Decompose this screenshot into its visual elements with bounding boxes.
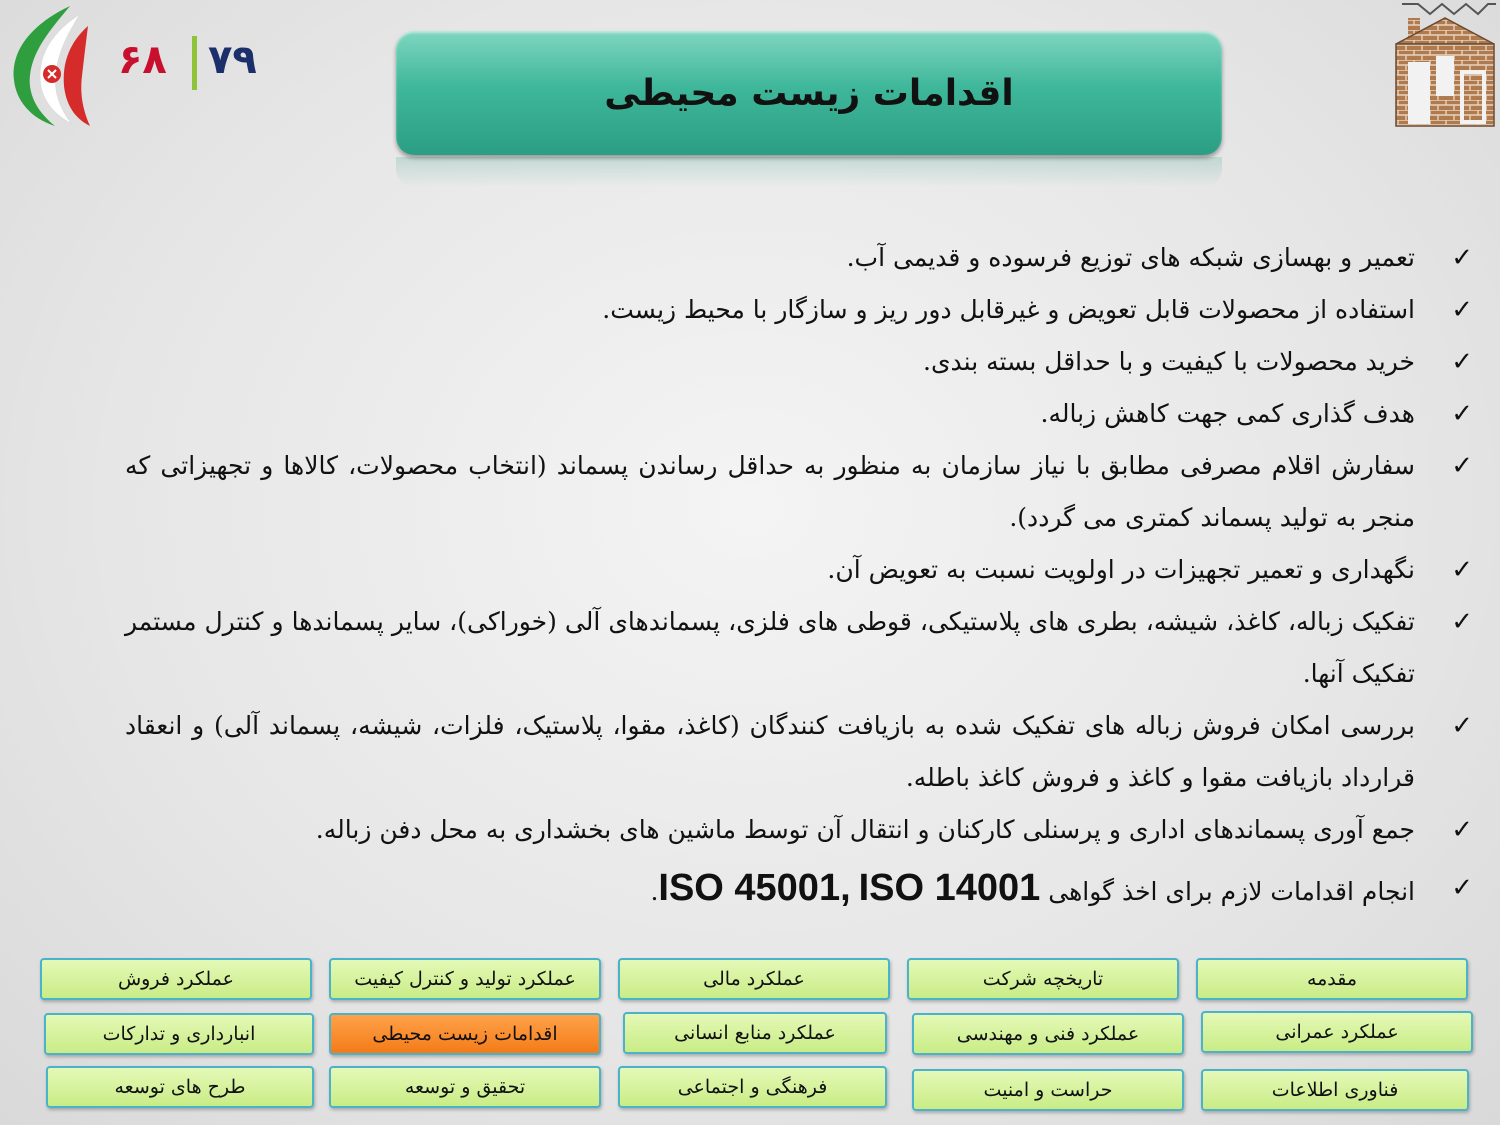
check-icon: ✓ bbox=[1451, 607, 1473, 637]
list-item bbox=[125, 700, 1485, 804]
list-item bbox=[125, 596, 1485, 700]
page-title-banner bbox=[396, 31, 1222, 155]
list-item bbox=[125, 544, 1485, 596]
iso-separator: , bbox=[840, 867, 851, 909]
check-icon: ✓ bbox=[1451, 711, 1473, 741]
check-icon: ✓ bbox=[1451, 815, 1473, 845]
nav-financial-button[interactable]: عملکرد مالی bbox=[618, 958, 890, 1000]
list-item-text: جمع آوری پسماندهای اداری و پرسنلی کارکنان و انتقال آن توسط ماشین های بخشداری به محل دفن زباله. bbox=[315, 815, 1415, 844]
page-title: اقدامات زیست محیطی bbox=[604, 72, 1014, 114]
nav-engineering-button[interactable]: عملکرد فنی و مهندسی bbox=[912, 1013, 1184, 1055]
check-icon: ✓ bbox=[1451, 347, 1473, 377]
list-item bbox=[125, 232, 1485, 284]
check-icon: ✓ bbox=[1451, 399, 1473, 429]
list-item-text: استفاده از محصولات قابل تعویض و غیرقابل دور ریز و سازگار با محیط زیست. bbox=[602, 295, 1415, 324]
year-start: ۶۸ bbox=[118, 37, 167, 83]
title-reflection bbox=[396, 157, 1222, 187]
nav-hr-button[interactable]: عملکرد منابع انسانی bbox=[623, 1012, 887, 1054]
list-item bbox=[125, 440, 1485, 544]
flag-emblem-logo bbox=[0, 0, 95, 135]
list-item-text: تعمیر و بهسازی شبکه های توزیع فرسوده و قدیمی آب. bbox=[846, 243, 1415, 272]
list-item-text: سفارش اقلام مصرفی مطابق با نیاز سازمان به منظور به حداقل رساندن پسماند (انتخاب محصولات، کالاها و تجهیزاتی که منجر به تولید پسماند کمتری می گردد). bbox=[125, 451, 1415, 532]
list-item-text: تفکیک زباله، کاغذ، شیشه، بطری های پلاستیکی، قوطی های فلزی، پسماندهای آلی (خوراکی)، سایر پسماندها و کنترل مستمر تفکیک آنها. bbox=[125, 607, 1415, 688]
environment-actions-list bbox=[125, 232, 1485, 924]
list-item bbox=[125, 804, 1485, 856]
list-item-iso bbox=[125, 856, 1485, 924]
nav-production-quality-button[interactable]: عملکرد تولید و کنترل کیفیت bbox=[329, 958, 601, 1000]
check-icon: ✓ bbox=[1451, 243, 1473, 273]
list-item bbox=[125, 284, 1485, 336]
nav-history-button[interactable]: تاریخچه شرکت bbox=[907, 958, 1179, 1000]
iso-14001: ISO 14001 bbox=[858, 867, 1041, 909]
years-range bbox=[110, 32, 270, 92]
nav-cultural-button[interactable]: فرهنگی و اجتماعی bbox=[618, 1066, 887, 1108]
list-item-text: نگهداری و تعمیر تجهیزات در اولویت نسبت به تعویض آن. bbox=[827, 555, 1415, 584]
list-item-text: بررسی امکان فروش زباله های تفکیک شده به بازیافت کنندگان (کاغذ، مقوا، پلاستیک، فلزات، شیشه، پسماند آلی) و انعقاد قرارداد بازیافت مقوا و کاغذ و فروش کاغذ باطله. bbox=[125, 711, 1415, 792]
nav-construction-button[interactable]: عملکرد عمرانی bbox=[1201, 1011, 1473, 1053]
nav-development-plans-button[interactable]: طرح های توسعه bbox=[46, 1066, 314, 1108]
nav-warehouse-button[interactable]: انبارداری و تدارکات bbox=[44, 1013, 314, 1055]
nav-sales-button[interactable]: عملکرد فروش bbox=[40, 958, 312, 1000]
year-divider bbox=[192, 36, 197, 90]
iso-45001: ISO 45001 bbox=[658, 867, 841, 909]
nav-environment-button[interactable]: اقدامات زیست محیطی bbox=[329, 1013, 601, 1055]
company-brick-logo bbox=[1390, 0, 1500, 130]
nav-research-button[interactable]: تحقیق و توسعه bbox=[329, 1066, 601, 1108]
check-icon: ✓ bbox=[1451, 451, 1473, 481]
list-item bbox=[125, 336, 1485, 388]
nav-security-button[interactable]: حراست و امنیت bbox=[912, 1069, 1184, 1111]
iso-text: انجام اقدامات لازم برای اخذ گواهی bbox=[1048, 877, 1415, 906]
list-item bbox=[125, 388, 1485, 440]
iso-end: . bbox=[650, 877, 659, 906]
nav-intro-button[interactable]: مقدمه bbox=[1196, 958, 1468, 1000]
check-icon: ✓ bbox=[1451, 295, 1473, 325]
check-icon: ✓ bbox=[1451, 873, 1473, 903]
year-end: ۷۹ bbox=[208, 37, 257, 83]
check-icon: ✓ bbox=[1451, 555, 1473, 585]
nav-it-button[interactable]: فناوری اطلاعات bbox=[1201, 1069, 1469, 1111]
list-item-text: خرید محصولات با کیفیت و با حداقل بسته بندی. bbox=[923, 347, 1415, 376]
list-item-text: هدف گذاری کمی جهت کاهش زباله. bbox=[1040, 399, 1415, 428]
